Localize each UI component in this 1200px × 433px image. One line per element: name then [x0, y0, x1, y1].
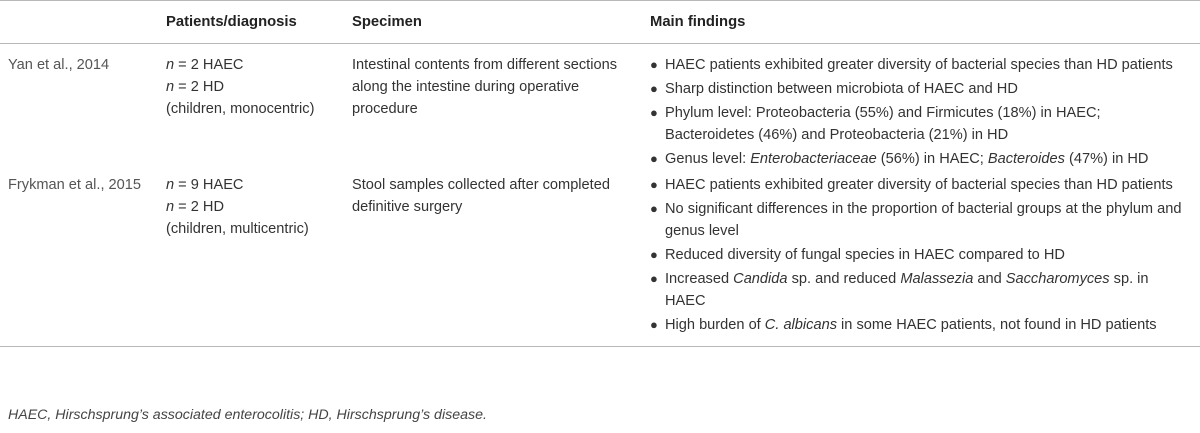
- header-diagnosis: Patients/diagnosis: [166, 1, 352, 44]
- finding-taxon: Enterobacteriaceae: [750, 151, 877, 167]
- finding-text: Phylum level: Proteobacteria (55%) and Firmicutes (18%) in HAEC; Bacteroidetes (46%) and Proteobacteria (21%) in HD: [665, 105, 1101, 143]
- bullet-icon: ●: [650, 57, 658, 72]
- row-findings: [650, 172, 1200, 347]
- findings-list: [650, 54, 1190, 170]
- row-specimen: Stool samples collected after completed definitive surgery: [352, 177, 610, 215]
- finding-item: [650, 314, 1190, 336]
- diagnosis-count: = 9 HAEC: [174, 177, 244, 193]
- bullet-icon: ●: [650, 317, 658, 332]
- row-author: Frykman et al., 2015: [8, 177, 142, 193]
- finding-item: [650, 78, 1190, 100]
- finding-text: HAEC patients exhibited greater diversity of bacterial species than HD patients: [665, 57, 1173, 73]
- finding-text: Increased: [665, 271, 734, 287]
- finding-text: No significant differences in the proportion of bacterial groups at the phylum and genus level: [665, 201, 1182, 239]
- header-specimen: Specimen: [352, 1, 650, 44]
- finding-text: Genus level:: [665, 151, 751, 167]
- n-variable: n: [166, 199, 175, 215]
- finding-item: [650, 174, 1190, 196]
- n-variable: n: [166, 79, 175, 95]
- row-author: Yan et al., 2014: [8, 57, 110, 73]
- finding-taxon: Saccharomyces: [1005, 271, 1110, 287]
- header-findings: Main findings: [650, 1, 1200, 44]
- bullet-icon: ●: [650, 105, 658, 120]
- bullet-icon: ●: [650, 201, 658, 216]
- finding-text: and: [973, 271, 1006, 287]
- finding-text: High burden of: [665, 317, 765, 333]
- row-diagnosis: [166, 172, 352, 347]
- n-variable: n: [166, 177, 175, 193]
- table-header-row: [0, 1, 1200, 44]
- header-author: [0, 1, 166, 44]
- finding-text: sp. in HAEC: [665, 271, 1149, 309]
- finding-text: sp. and reduced: [787, 271, 901, 287]
- finding-text: in some HAEC patients, not found in HD patients: [837, 317, 1157, 333]
- finding-item: [650, 244, 1190, 266]
- finding-item: [650, 54, 1190, 76]
- row-specimen: Intestinal contents from different sections along the intestine during operative procedure: [352, 57, 617, 117]
- finding-taxon: Malassezia: [900, 271, 974, 287]
- diagnosis-count: = 2 HD: [174, 79, 225, 95]
- n-variable: n: [166, 57, 175, 73]
- finding-item: [650, 102, 1190, 146]
- finding-text: Reduced diversity of fungal species in HAEC compared to HD: [665, 247, 1065, 263]
- row-findings: [650, 44, 1200, 173]
- finding-text: (56%) in HAEC;: [876, 151, 988, 167]
- bullet-icon: ●: [650, 177, 658, 192]
- finding-taxon: Bacteroides: [987, 151, 1065, 167]
- row-diagnosis: [166, 44, 352, 173]
- findings-list: [650, 174, 1190, 336]
- table-row: [0, 172, 1200, 347]
- finding-taxon: Candida: [733, 271, 788, 287]
- table-footnote: HAEC, Hirschsprung’s associated enterocolitis; HD, Hirschsprung’s disease.: [8, 407, 487, 423]
- bullet-icon: ●: [650, 271, 658, 286]
- finding-text: Sharp distinction between microbiota of HAEC and HD: [665, 81, 1018, 97]
- diagnosis-count: = 2 HAEC: [174, 57, 244, 73]
- finding-item: [650, 268, 1190, 312]
- finding-taxon: C. albicans: [764, 317, 837, 333]
- finding-text: HAEC patients exhibited greater diversity of bacterial species than HD patients: [665, 177, 1173, 193]
- finding-item: [650, 198, 1190, 242]
- bullet-icon: ●: [650, 81, 658, 96]
- cohort-description: (children, monocentric): [166, 101, 315, 117]
- finding-item: [650, 148, 1190, 170]
- bullet-icon: ●: [650, 247, 658, 262]
- finding-text: (47%) in HD: [1064, 151, 1149, 167]
- table-row: [0, 44, 1200, 173]
- diagnosis-count: = 2 HD: [174, 199, 225, 215]
- bullet-icon: ●: [650, 151, 658, 166]
- cohort-description: (children, multicentric): [166, 221, 309, 237]
